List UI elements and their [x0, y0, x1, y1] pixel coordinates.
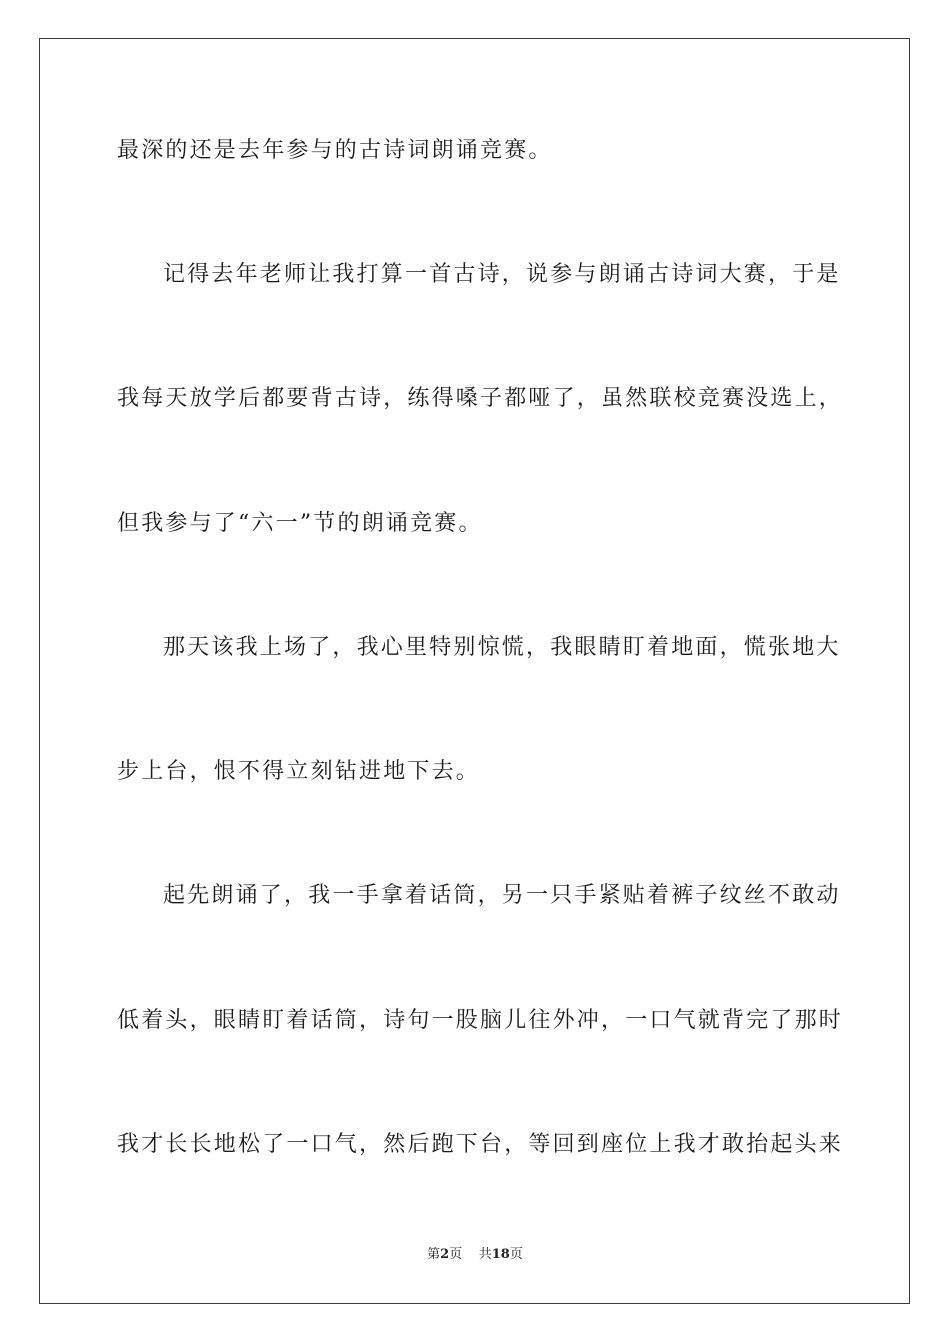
total-suffix: 页 — [509, 1247, 523, 1262]
text-line-4: 但我参与了“六一”节的朗诵竞赛。 — [117, 511, 483, 536]
page-number: 2 — [440, 1247, 450, 1262]
text-line-6: 步上台，恨不得立刻钻进地下去。 — [117, 759, 481, 784]
page-prefix: 第 — [427, 1247, 441, 1262]
total-pages: 18 — [491, 1247, 510, 1262]
text-line-7: 起先朗诵了，我一手拿着话筒，另一只手紧贴着裤子纹丝不敢动 — [163, 883, 841, 908]
page-border — [39, 38, 910, 1304]
text-line-1: 最深的还是去年参与的古诗词朗诵竞赛。 — [117, 138, 553, 163]
page-footer — [0, 1246, 950, 1264]
text-line-9: 我才长长地松了一口气，然后跑下台，等回到座位上我才敢抬起头来 — [117, 1132, 844, 1157]
text-line-8: 低着头，眼睛盯着话筒，诗句一股脑儿往外冲，一口气就背完了那时 — [117, 1008, 844, 1033]
text-line-5: 那天该我上场了，我心里特别惊慌，我眼睛盯着地面，慌张地大 — [163, 635, 841, 660]
total-prefix: 共 — [478, 1247, 492, 1262]
text-line-2: 记得去年老师让我打算一首古诗，说参与朗诵古诗词大赛，于是 — [163, 262, 841, 287]
page-suffix: 页 — [449, 1247, 463, 1262]
text-line-3: 我每天放学后都要背古诗，练得嗓子都哑了，虽然联校竞赛没选上， — [117, 386, 844, 411]
